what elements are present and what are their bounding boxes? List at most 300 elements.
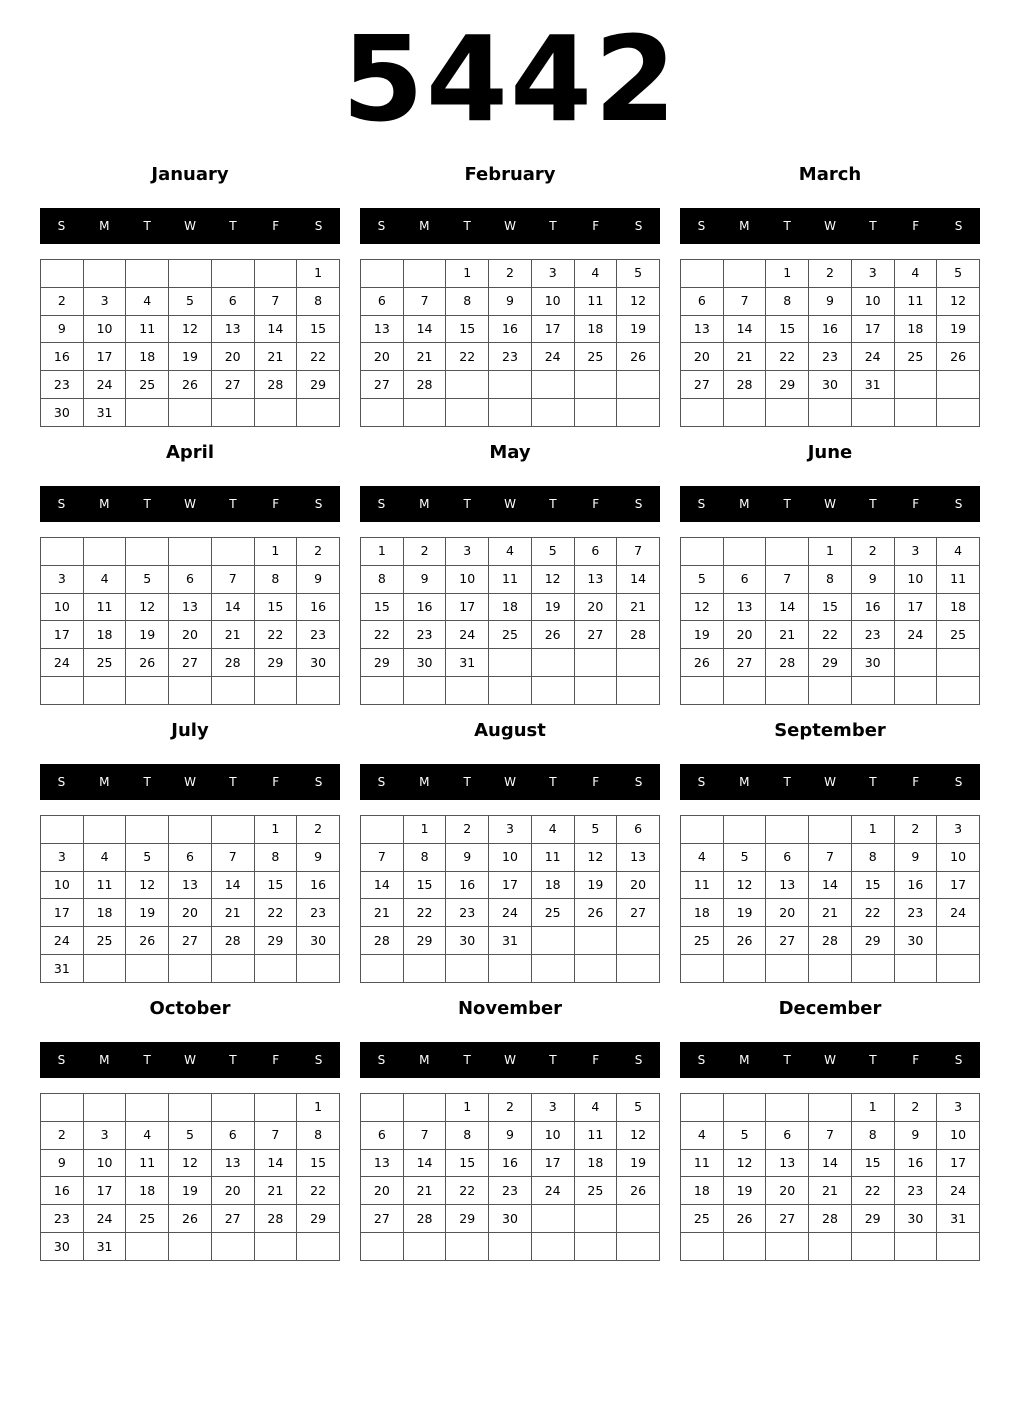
week-row — [681, 1149, 980, 1177]
day-cell — [937, 955, 980, 983]
day-cell: 9 — [41, 315, 84, 343]
day-cell: 16 — [446, 871, 489, 899]
day-cell — [83, 260, 126, 288]
weekday-label: T — [549, 219, 557, 233]
day-cell: 20 — [574, 593, 617, 621]
day-cell: 7 — [211, 565, 254, 593]
day-cell: 1 — [403, 816, 446, 844]
weekday-label: S — [57, 219, 66, 233]
day-cell: 22 — [361, 621, 404, 649]
day-cell: 3 — [531, 1094, 574, 1122]
day-cell: 12 — [937, 287, 980, 315]
day-cell: 5 — [126, 843, 169, 871]
week-row — [41, 565, 340, 593]
day-cell — [766, 538, 809, 566]
day-cell: 15 — [403, 871, 446, 899]
day-cell: 17 — [83, 1177, 126, 1205]
day-cell — [254, 955, 297, 983]
day-cell — [766, 1094, 809, 1122]
weekday-label: S — [314, 1053, 323, 1067]
weekday-label: F — [272, 1053, 280, 1067]
day-cell: 8 — [254, 565, 297, 593]
day-cell: 14 — [361, 871, 404, 899]
day-cell — [723, 677, 766, 705]
day-cell — [361, 1094, 404, 1122]
month-name: February — [464, 164, 556, 185]
day-cell: 10 — [41, 871, 84, 899]
weekday-header — [360, 1042, 660, 1078]
weekday-label: T — [229, 775, 237, 789]
day-cell: 23 — [894, 899, 937, 927]
day-cell: 22 — [851, 1177, 894, 1205]
day-cell: 16 — [41, 343, 84, 371]
day-cell: 21 — [617, 593, 660, 621]
day-cell: 11 — [489, 565, 532, 593]
day-cell: 27 — [211, 1205, 254, 1233]
day-cell: 26 — [169, 1205, 212, 1233]
weekday-label: T — [869, 1053, 877, 1067]
weekday-label: M — [419, 775, 430, 789]
day-cell: 18 — [574, 1149, 617, 1177]
week-row — [361, 371, 660, 399]
day-cell — [681, 399, 724, 427]
day-cell: 25 — [681, 927, 724, 955]
weekday-label: F — [272, 497, 280, 511]
day-cell: 30 — [403, 649, 446, 677]
day-cell: 9 — [894, 1121, 937, 1149]
day-cell — [489, 371, 532, 399]
day-cell: 4 — [489, 538, 532, 566]
day-cell: 17 — [531, 315, 574, 343]
day-cell: 10 — [41, 593, 84, 621]
day-cell: 27 — [723, 649, 766, 677]
month-name: March — [798, 164, 862, 185]
weekday-label: W — [184, 775, 196, 789]
day-cell: 7 — [361, 843, 404, 871]
day-cell: 27 — [169, 927, 212, 955]
day-cell: 11 — [126, 1149, 169, 1177]
week-row — [681, 399, 980, 427]
week-row — [41, 593, 340, 621]
day-cell: 30 — [297, 927, 340, 955]
day-cell: 28 — [809, 927, 852, 955]
day-cell — [83, 538, 126, 566]
day-cell — [211, 538, 254, 566]
day-cell: 31 — [83, 1233, 126, 1261]
day-cell — [169, 816, 212, 844]
day-cell — [723, 816, 766, 844]
day-cell: 1 — [297, 1094, 340, 1122]
weekday-label: S — [377, 219, 386, 233]
day-cell: 20 — [169, 899, 212, 927]
weekday-label: S — [954, 1053, 963, 1067]
day-cell: 4 — [126, 1121, 169, 1149]
day-cell: 16 — [894, 1149, 937, 1177]
day-cell: 16 — [489, 315, 532, 343]
day-cell — [617, 371, 660, 399]
day-cell — [403, 1094, 446, 1122]
day-cell: 18 — [83, 899, 126, 927]
day-cell — [126, 816, 169, 844]
day-cell: 4 — [681, 843, 724, 871]
weekday-label: W — [504, 775, 516, 789]
weekday-label: S — [314, 775, 323, 789]
day-cell: 12 — [723, 1149, 766, 1177]
day-cell — [361, 399, 404, 427]
day-cell: 23 — [403, 621, 446, 649]
weekday-label: T — [783, 775, 791, 789]
weekday-header — [680, 486, 980, 522]
day-cell — [851, 1233, 894, 1261]
day-cell: 15 — [851, 871, 894, 899]
day-cell: 18 — [574, 315, 617, 343]
day-cell: 15 — [851, 1149, 894, 1177]
day-cell: 31 — [489, 927, 532, 955]
weekday-label: S — [634, 497, 643, 511]
day-cell: 31 — [446, 649, 489, 677]
day-cell — [531, 649, 574, 677]
day-cell — [403, 260, 446, 288]
day-cell — [809, 1094, 852, 1122]
day-cell: 26 — [723, 927, 766, 955]
day-cell: 17 — [41, 899, 84, 927]
weekday-label: T — [143, 219, 151, 233]
day-cell: 13 — [574, 565, 617, 593]
day-cell: 26 — [937, 343, 980, 371]
day-cell — [211, 399, 254, 427]
day-grid — [40, 537, 340, 705]
day-cell: 2 — [894, 1094, 937, 1122]
day-cell: 29 — [297, 1205, 340, 1233]
weekday-header — [680, 764, 980, 800]
day-cell: 18 — [489, 593, 532, 621]
day-cell: 3 — [937, 816, 980, 844]
day-cell — [617, 1205, 660, 1233]
day-cell: 3 — [83, 1121, 126, 1149]
weekday-label: F — [912, 497, 920, 511]
weekday-label: M — [419, 219, 430, 233]
day-cell: 3 — [83, 287, 126, 315]
week-row — [361, 843, 660, 871]
day-cell: 29 — [297, 371, 340, 399]
day-cell — [41, 1094, 84, 1122]
weekday-label: M — [99, 497, 110, 511]
day-cell: 24 — [937, 1177, 980, 1205]
day-cell: 22 — [297, 1177, 340, 1205]
day-cell — [574, 677, 617, 705]
day-cell: 9 — [403, 565, 446, 593]
day-cell: 20 — [361, 1177, 404, 1205]
weekday-label: S — [634, 1053, 643, 1067]
day-cell: 5 — [126, 565, 169, 593]
day-cell — [766, 399, 809, 427]
day-cell: 5 — [574, 816, 617, 844]
day-cell — [617, 399, 660, 427]
day-grid — [360, 537, 660, 705]
day-cell: 19 — [617, 1149, 660, 1177]
day-cell — [766, 816, 809, 844]
day-cell: 23 — [489, 1177, 532, 1205]
day-cell: 18 — [894, 315, 937, 343]
day-grid — [680, 1093, 980, 1261]
weekday-label: T — [869, 219, 877, 233]
day-cell: 13 — [617, 843, 660, 871]
day-cell: 26 — [574, 899, 617, 927]
day-cell: 5 — [617, 260, 660, 288]
day-cell: 6 — [361, 1121, 404, 1149]
week-row — [681, 649, 980, 677]
week-row — [361, 649, 660, 677]
day-cell: 19 — [169, 343, 212, 371]
day-cell: 9 — [851, 565, 894, 593]
day-cell — [937, 649, 980, 677]
day-cell — [126, 677, 169, 705]
day-cell: 16 — [41, 1177, 84, 1205]
day-cell — [211, 260, 254, 288]
weekday-label: W — [184, 497, 196, 511]
day-cell: 16 — [403, 593, 446, 621]
day-cell: 23 — [41, 1205, 84, 1233]
day-cell: 17 — [83, 343, 126, 371]
weekday-label: M — [99, 219, 110, 233]
day-cell — [361, 677, 404, 705]
day-cell — [169, 538, 212, 566]
day-cell: 6 — [723, 565, 766, 593]
week-row — [361, 593, 660, 621]
week-row — [681, 955, 980, 983]
day-cell: 8 — [297, 1121, 340, 1149]
day-cell: 6 — [617, 816, 660, 844]
day-cell — [403, 399, 446, 427]
week-row — [361, 816, 660, 844]
week-row — [361, 677, 660, 705]
day-cell — [681, 816, 724, 844]
weekday-header — [680, 208, 980, 244]
week-row — [41, 371, 340, 399]
month-name: December — [778, 998, 882, 1019]
day-cell: 18 — [531, 871, 574, 899]
week-row — [681, 816, 980, 844]
day-cell: 5 — [723, 843, 766, 871]
day-cell: 14 — [211, 871, 254, 899]
day-cell: 8 — [446, 287, 489, 315]
day-cell: 17 — [41, 621, 84, 649]
day-cell: 24 — [41, 927, 84, 955]
day-cell — [211, 677, 254, 705]
day-cell — [894, 677, 937, 705]
day-cell: 13 — [681, 315, 724, 343]
weekday-label: M — [419, 1053, 430, 1067]
day-cell: 28 — [403, 1205, 446, 1233]
weekday-label: T — [463, 219, 471, 233]
day-cell — [126, 538, 169, 566]
day-cell: 30 — [851, 649, 894, 677]
day-cell: 2 — [446, 816, 489, 844]
weekday-label: S — [634, 219, 643, 233]
day-cell — [894, 1233, 937, 1261]
week-row — [41, 899, 340, 927]
day-cell: 21 — [361, 899, 404, 927]
day-cell: 11 — [126, 315, 169, 343]
day-cell: 14 — [211, 593, 254, 621]
day-cell: 17 — [446, 593, 489, 621]
day-cell: 3 — [937, 1094, 980, 1122]
day-cell — [211, 1094, 254, 1122]
day-cell — [489, 1233, 532, 1261]
day-cell: 25 — [83, 649, 126, 677]
day-cell: 25 — [489, 621, 532, 649]
weekday-label: M — [739, 775, 750, 789]
day-cell — [809, 955, 852, 983]
day-cell: 29 — [851, 927, 894, 955]
weekday-label: M — [419, 497, 430, 511]
day-cell — [126, 1094, 169, 1122]
day-cell: 13 — [169, 871, 212, 899]
day-cell — [169, 399, 212, 427]
day-cell: 11 — [681, 871, 724, 899]
day-cell: 19 — [937, 315, 980, 343]
day-cell: 15 — [297, 315, 340, 343]
day-cell: 14 — [809, 1149, 852, 1177]
day-cell — [41, 677, 84, 705]
day-cell: 24 — [446, 621, 489, 649]
weekday-label: S — [697, 1053, 706, 1067]
day-cell: 11 — [83, 871, 126, 899]
week-row — [681, 371, 980, 399]
day-cell: 21 — [766, 621, 809, 649]
week-row — [681, 287, 980, 315]
week-row — [41, 399, 340, 427]
day-cell: 12 — [617, 287, 660, 315]
week-row — [41, 1205, 340, 1233]
day-cell: 25 — [531, 899, 574, 927]
weekday-label: T — [549, 1053, 557, 1067]
day-cell: 28 — [211, 927, 254, 955]
day-cell: 31 — [83, 399, 126, 427]
weekday-label: S — [697, 497, 706, 511]
day-cell — [617, 927, 660, 955]
day-cell — [937, 1233, 980, 1261]
day-cell — [937, 677, 980, 705]
day-cell: 23 — [41, 371, 84, 399]
day-cell — [766, 677, 809, 705]
day-cell: 15 — [446, 315, 489, 343]
day-cell — [574, 399, 617, 427]
day-cell: 1 — [766, 260, 809, 288]
day-cell: 11 — [531, 843, 574, 871]
weekday-header — [360, 208, 660, 244]
day-cell: 30 — [41, 399, 84, 427]
day-cell: 23 — [894, 1177, 937, 1205]
day-cell: 19 — [723, 899, 766, 927]
day-cell: 6 — [211, 1121, 254, 1149]
day-cell — [723, 538, 766, 566]
day-cell: 25 — [894, 343, 937, 371]
weekday-label: W — [824, 1053, 836, 1067]
week-row — [681, 538, 980, 566]
weekday-label: S — [57, 775, 66, 789]
day-cell: 1 — [446, 260, 489, 288]
weekday-label: M — [739, 497, 750, 511]
day-cell: 9 — [489, 1121, 532, 1149]
day-cell: 3 — [41, 843, 84, 871]
week-row — [41, 1121, 340, 1149]
weekday-label: S — [954, 497, 963, 511]
day-cell: 17 — [851, 315, 894, 343]
day-cell: 11 — [681, 1149, 724, 1177]
day-cell: 17 — [894, 593, 937, 621]
weekday-label: T — [229, 497, 237, 511]
day-grid — [680, 259, 980, 427]
day-cell — [361, 260, 404, 288]
day-cell: 10 — [83, 1149, 126, 1177]
day-cell: 4 — [574, 1094, 617, 1122]
day-cell: 1 — [361, 538, 404, 566]
week-row — [361, 621, 660, 649]
week-row — [41, 1233, 340, 1261]
day-cell: 4 — [83, 843, 126, 871]
weekday-label: F — [592, 219, 600, 233]
weekday-label: W — [824, 497, 836, 511]
day-cell: 1 — [851, 816, 894, 844]
week-row — [681, 1177, 980, 1205]
day-grid — [680, 815, 980, 983]
day-cell: 14 — [766, 593, 809, 621]
week-row — [361, 260, 660, 288]
day-cell: 13 — [723, 593, 766, 621]
day-cell: 12 — [617, 1121, 660, 1149]
month-name: August — [474, 720, 546, 741]
week-row — [361, 1233, 660, 1261]
day-cell — [41, 260, 84, 288]
day-cell: 22 — [766, 343, 809, 371]
day-cell: 25 — [574, 343, 617, 371]
day-cell — [937, 371, 980, 399]
day-cell: 23 — [489, 343, 532, 371]
weekday-label: F — [912, 219, 920, 233]
weekday-label: M — [739, 1053, 750, 1067]
day-cell — [254, 1233, 297, 1261]
day-cell: 3 — [851, 260, 894, 288]
week-row — [41, 621, 340, 649]
day-cell: 6 — [169, 843, 212, 871]
day-cell: 21 — [809, 899, 852, 927]
day-cell — [574, 927, 617, 955]
day-cell: 20 — [361, 343, 404, 371]
day-cell: 29 — [254, 649, 297, 677]
month-name: January — [151, 164, 229, 185]
day-grid — [360, 1093, 660, 1261]
day-cell: 18 — [681, 1177, 724, 1205]
day-cell: 15 — [254, 593, 297, 621]
day-cell: 15 — [254, 871, 297, 899]
day-cell: 28 — [766, 649, 809, 677]
weekday-label: T — [783, 497, 791, 511]
day-cell: 12 — [126, 871, 169, 899]
day-cell: 15 — [766, 315, 809, 343]
week-row — [361, 1205, 660, 1233]
day-cell — [297, 399, 340, 427]
day-cell: 6 — [766, 1121, 809, 1149]
day-cell: 12 — [723, 871, 766, 899]
week-row — [41, 871, 340, 899]
week-row — [681, 1233, 980, 1261]
month-name: April — [165, 442, 215, 463]
day-cell — [531, 677, 574, 705]
weekday-label: T — [463, 497, 471, 511]
day-cell — [531, 371, 574, 399]
day-cell: 31 — [937, 1205, 980, 1233]
